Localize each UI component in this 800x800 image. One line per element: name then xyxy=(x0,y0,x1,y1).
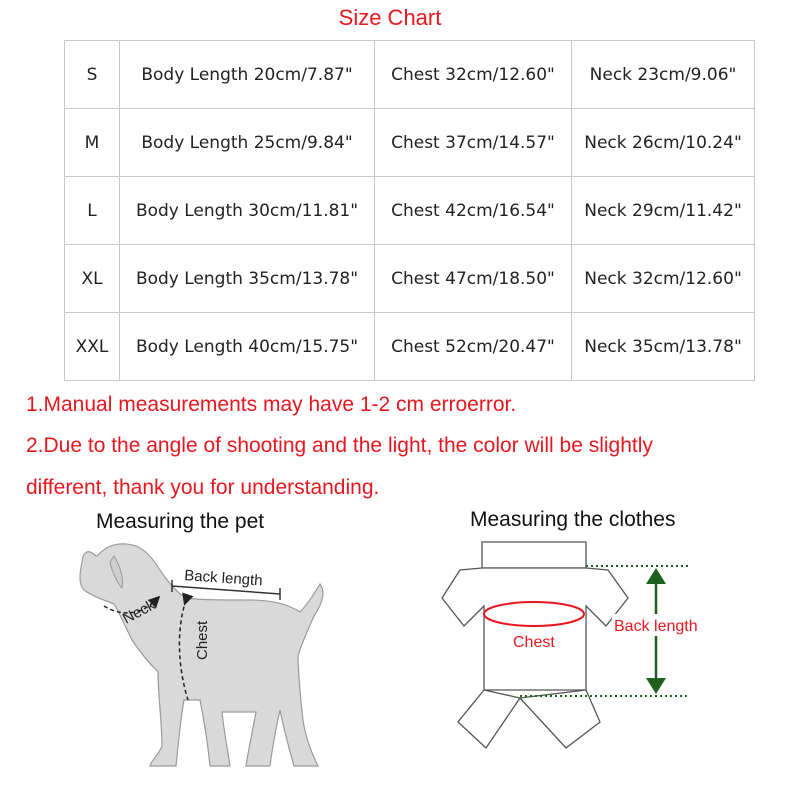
dog-illustration xyxy=(80,544,323,766)
cell-size: S xyxy=(65,41,120,109)
clothes-collar-icon xyxy=(482,542,586,568)
cell-neck: Neck 23cm/9.06" xyxy=(572,41,755,109)
pet-neck-label: Neck xyxy=(119,596,159,628)
cell-chest: Chest 37cm/14.57" xyxy=(375,109,572,177)
arrow-down-icon xyxy=(646,678,666,694)
pet-back-length-label: Back length xyxy=(183,567,264,590)
cell-size: XL xyxy=(65,245,120,313)
cell-neck: Neck 26cm/10.24" xyxy=(572,109,755,177)
clothes-caption: Measuring the clothes xyxy=(470,508,676,531)
pet-caption: Measuring the pet xyxy=(96,510,265,533)
cell-body-length: Body Length 40cm/15.75" xyxy=(120,313,375,381)
cell-chest: Chest 32cm/12.60" xyxy=(375,41,572,109)
cell-chest: Chest 47cm/18.50" xyxy=(375,245,572,313)
arrow-up-icon xyxy=(646,568,666,584)
note-line-2: 2.Due to the angle of shooting and the light, the color will be slightly xyxy=(26,434,653,457)
cell-body-length: Body Length 35cm/13.78" xyxy=(120,245,375,313)
clothes-left-leg-icon xyxy=(458,690,520,748)
cell-chest: Chest 52cm/20.47" xyxy=(375,313,572,381)
pet-chest-label: Chest xyxy=(194,620,211,660)
back-length-line xyxy=(172,586,280,594)
cell-body-length: Body Length 30cm/11.81" xyxy=(120,177,375,245)
cell-neck: Neck 32cm/12.60" xyxy=(572,245,755,313)
clothes-back-length-label: Back length xyxy=(614,618,698,635)
cell-chest: Chest 42cm/16.54" xyxy=(375,177,572,245)
note-line-3: different, thank you for understanding. xyxy=(26,476,380,499)
clothes-right-leg-icon xyxy=(520,690,600,748)
cell-body-length: Body Length 20cm/7.87" xyxy=(120,41,375,109)
cell-neck: Neck 35cm/13.78" xyxy=(572,313,755,381)
size-chart-title: Size Chart xyxy=(338,5,442,30)
clothes-chest-label: Chest xyxy=(513,634,555,651)
cell-body-length: Body Length 25cm/9.84" xyxy=(120,109,375,177)
cell-size: M xyxy=(65,109,120,177)
cell-neck: Neck 29cm/11.42" xyxy=(572,177,755,245)
cell-size: L xyxy=(65,177,120,245)
clothes-body-icon xyxy=(442,568,628,690)
cell-size: XXL xyxy=(65,313,120,381)
note-line-1: 1.Manual measurements may have 1-2 cm erroerror. xyxy=(26,393,517,416)
